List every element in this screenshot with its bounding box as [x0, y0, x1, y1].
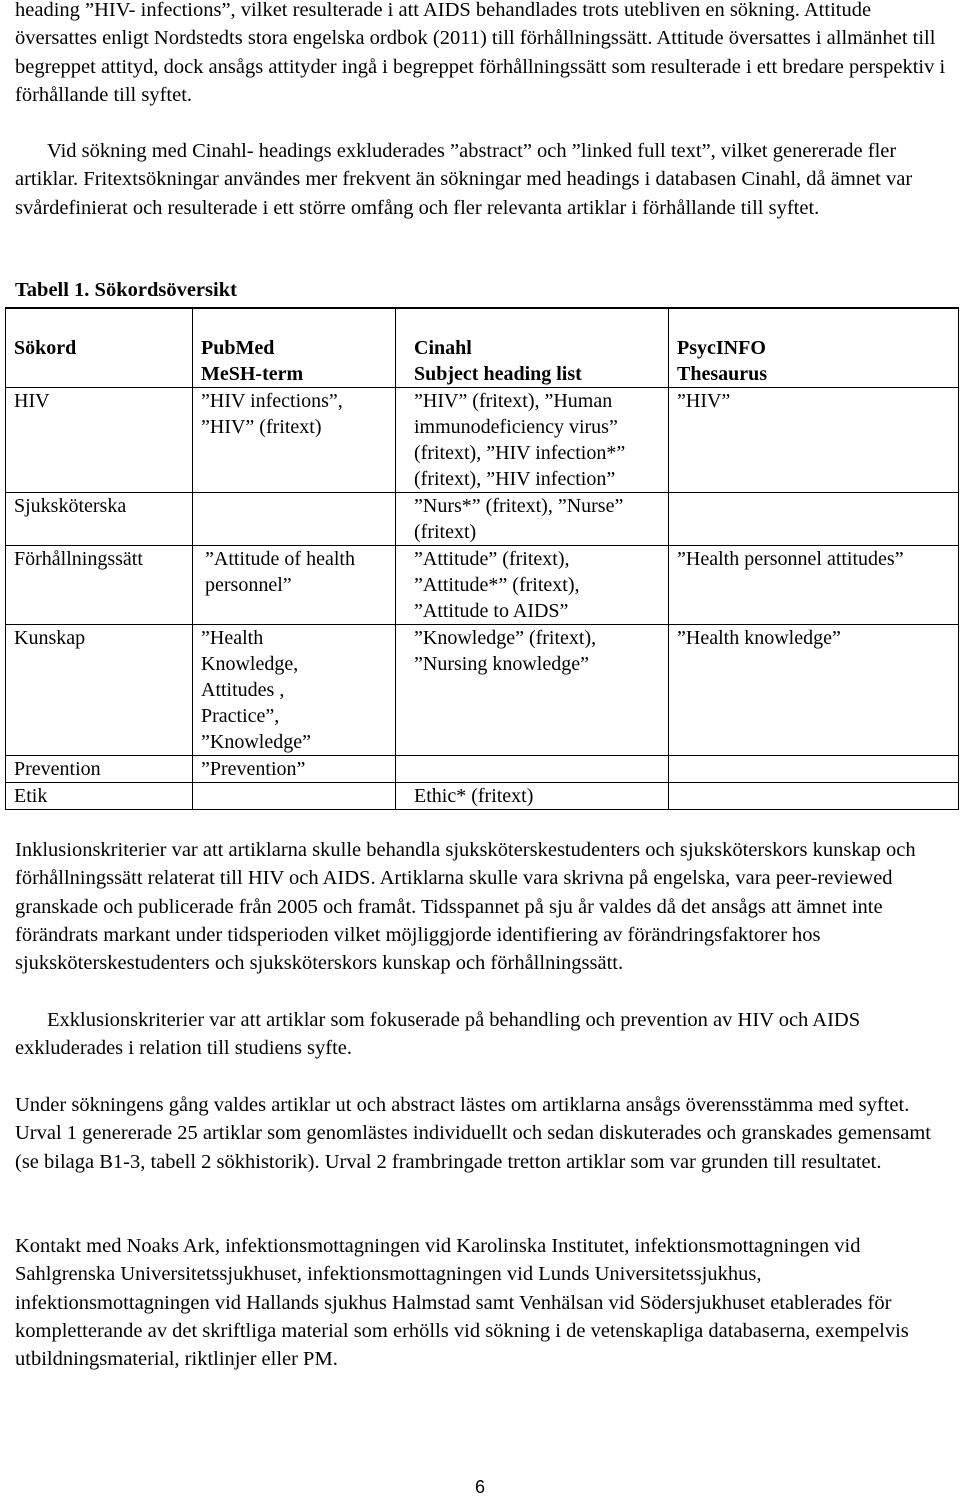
table-cell: Etik: [6, 783, 193, 810]
table-cell: Förhållningssätt: [6, 546, 193, 625]
table-row: [6, 625, 959, 756]
table-cell: [193, 783, 396, 810]
table-cell: [669, 783, 959, 810]
table-row: [6, 783, 959, 810]
table-cell: [669, 493, 959, 546]
header-cinahl: [396, 308, 669, 388]
paragraph-selection: Under sökningens gång valdes artiklar ut och abstract lästes om artiklarna ansågs överensstämma med syftet. Urval 1 genererade 25 artiklar som genomlästes individuellt och sedan diskuterades och granskades gemensamt (se bilaga B1-3, tabell 2 sökhistorik). Urval 2 frambringade tretton artiklar som var grunden till resultatet.: [15, 1094, 931, 1173]
header-psycinfo-text: PsycINFO Thesaurus: [677, 337, 768, 385]
table-cell: ”HIV” (fritext), ”Human immunodeficiency virus” (fritext), ”HIV infection*” (fritext), ”HIV infection”: [396, 388, 669, 493]
header-sokord-text: Sökord: [14, 337, 77, 359]
table-cell: [396, 756, 669, 783]
table-cell: ”Prevention”: [193, 756, 396, 783]
table-cell: [193, 493, 396, 546]
paragraph-exclusion: Exklusionskriterier var att artiklar som fokuserade på behandling och prevention av HIV och AIDS exkluderades i relation till studiens syfte.: [15, 1009, 861, 1060]
table-row: [6, 546, 959, 625]
table-cell: ”Health Knowledge, Attitudes , Practice”, ”Knowledge”: [193, 625, 396, 756]
paragraph-inclusion: Inklusionskriterier var att artiklarna skulle behandla sjuksköterskestudenters och sjuksköterskors kunskap och förhållningssätt relaterat till HIV och AIDS. Artiklarna skulle vara skrivna på engelska, vara peer-reviewed granskade och publicerade från 2005 och framåt. Tidsspannet på sju år valdes då det ansågs att ämnet inte förändrats markant under tidsperioden vilket möjliggjorde identifiering av förändringsfaktorer hos sjuksköterskestudenters och sjuksköterskors kunskap och förhållningssätt.: [15, 839, 916, 975]
header-cinahl-text: Cinahl Subject heading list: [414, 337, 582, 385]
table-cell: Ethic* (fritext): [396, 783, 669, 810]
table-header-row: [6, 308, 959, 388]
table-row: [6, 756, 959, 783]
header-pubmed: [193, 308, 396, 388]
table-row: [6, 493, 959, 546]
table-cell: ”Attitude” (fritext), ”Attitude*” (fritext), ”Attitude to AIDS”: [396, 546, 669, 625]
header-pubmed-text: PubMed MeSH-term: [201, 337, 304, 385]
table-cell: Sjuksköterska: [6, 493, 193, 546]
table-title: Tabell 1. Sökordsöversikt: [15, 279, 237, 301]
table-row: [6, 388, 959, 493]
header-psycinfo: [669, 308, 959, 388]
paragraph-contact: Kontakt med Noaks Ark, infektionsmottagningen vid Karolinska Institutet, infektionsmottagningen vid Sahlgrenska Universitetssjukhuset, infektionsmottagningen vid Lunds Universitetssjukhus, infektionsmottagningen vid Hallands sjukhus Halmstad samt Venhälsan vid Södersjukhuset etablerades för kompletterande av det skriftliga material som erhölls vid sökning i de vetenskapliga databaserna, exempelvis utbildningsmaterial, riktlinjer eller PM.: [15, 1235, 909, 1371]
header-sokord: [6, 308, 193, 388]
table-cell: Prevention: [6, 756, 193, 783]
search-terms-table: [5, 307, 959, 810]
page-number: 6: [474, 1477, 485, 1497]
table-cell: [669, 756, 959, 783]
table-cell: ”Knowledge” (fritext), ”Nursing knowledge”: [396, 625, 669, 756]
paragraph-intro-2: Vid sökning med Cinahl- headings exkluderades ”abstract” och ”linked full text”, vilket genererade fler artiklar. Fritextsökningar användes mer frekvent än sökningar med headings i databasen Cinahl, då ämnet var svårdefinierat och resulterade i ett större omfång och fler relevanta artiklar i förhållande till syftet.: [15, 140, 913, 219]
table-cell: Kunskap: [6, 625, 193, 756]
table-cell: ”HIV infections”, ”HIV” (fritext): [193, 388, 396, 493]
table-cell: HIV: [6, 388, 193, 493]
table-cell: ”Attitude of health personnel”: [193, 546, 396, 625]
table-cell: ”Health knowledge”: [669, 625, 959, 756]
table-cell: ”Nurs*” (fritext), ”Nurse” (fritext): [396, 493, 669, 546]
paragraph-intro-1: heading ”HIV- infections”, vilket resulterade i att AIDS behandlades trots utebliven en sökning. Attitude översattes enligt Nordstedts stora engelska ordbok (2011) till förhållningssätt. Attitude översattes i allmänhet till begreppet attityd, dock ansågs attityder ingå i begreppet förhållningssätt som resulterade i ett bredare perspektiv i förhållande till syftet.: [15, 0, 946, 106]
table-cell: ”Health personnel attitudes”: [669, 546, 959, 625]
table-cell: ”HIV”: [669, 388, 959, 493]
